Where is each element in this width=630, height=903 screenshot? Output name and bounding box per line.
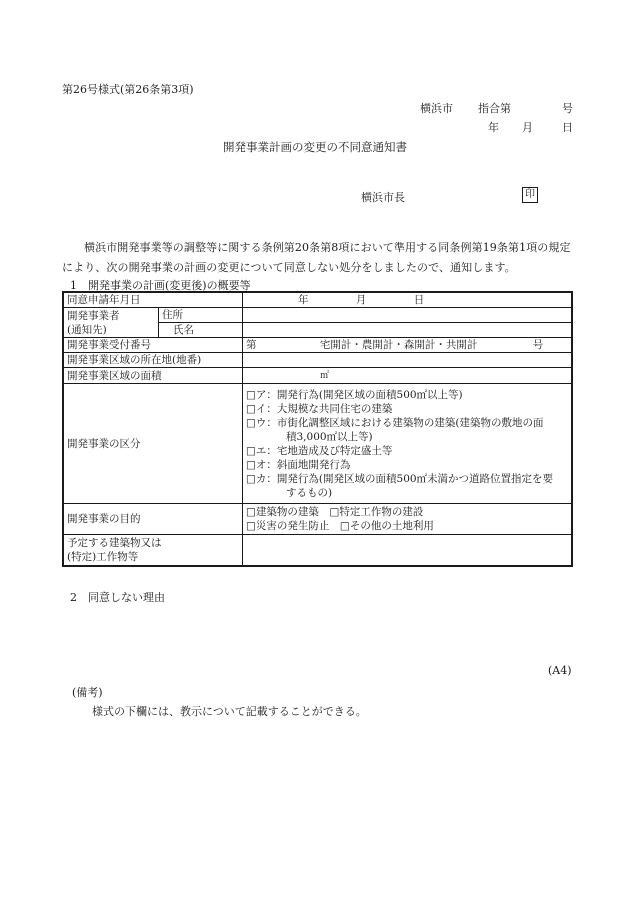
category-option-ka[interactable]: □カ：開発行為(開発区域の面積500㎡未満かつ道路位置指定を要 <box>246 472 554 485</box>
address-label: 住所 <box>159 308 243 323</box>
developer-label <box>63 308 159 338</box>
date-month: 月 <box>355 294 367 306</box>
number-suffix: 号 <box>562 102 573 115</box>
mayor-label: 横浜市長 <box>361 191 405 204</box>
overview-table <box>62 291 573 567</box>
category-option-u-cont: 積3,000㎡以上等) <box>286 430 373 443</box>
date-year: 年 <box>298 294 309 306</box>
purpose-option-line-1[interactable]: □建築物の建築 □特定工作物の建設 <box>246 506 424 518</box>
developer-label-sub: (通知先) <box>67 323 107 336</box>
name-label: 氏名 <box>159 323 243 338</box>
purpose-label: 開発事業の目的 <box>63 504 243 535</box>
receipt-number-label: 開発事業受付番号 <box>63 338 243 353</box>
category-option-e[interactable]: □エ：宅地造成及び特定盛土等 <box>246 444 393 457</box>
planned-structure-field[interactable] <box>243 535 573 566</box>
address-field[interactable] <box>243 308 573 323</box>
date-day: 日 <box>413 294 425 306</box>
receipt-types: 宅開計・農開計・森開計・共開計 <box>319 339 478 351</box>
paper-size-label: (A4) <box>548 664 572 677</box>
developer-label-main: 開発事業者 <box>67 309 120 322</box>
application-date-field[interactable] <box>243 292 573 308</box>
receipt-suffix: 号 <box>532 339 544 351</box>
planned-structure-label-2: (特定)工作物等 <box>67 550 139 563</box>
location-field[interactable] <box>243 353 573 368</box>
table-row <box>63 353 572 368</box>
area-unit: ㎡ <box>320 371 330 381</box>
category-option-a[interactable]: □ア：開発行為(開発区域の面積500㎡以上等) <box>246 388 463 401</box>
month-label: 月 <box>522 121 533 134</box>
purpose-options <box>243 504 573 535</box>
table-row <box>63 384 572 504</box>
planned-structure-label-1: 予定する建築物又は <box>67 536 162 549</box>
table-row <box>63 535 572 566</box>
year-label: 年 <box>488 121 499 134</box>
category-option-ka-cont: するもの) <box>286 486 333 499</box>
category-label: 開発事業の区分 <box>63 384 243 504</box>
body-paragraph: 横浜市開発事業等の調整等に関する条例第20条第8項において準用する同条例第19条第1項の規定により、次の開発事業の計画の変更について同意しない処分をしましたので、通知します。 <box>62 241 571 274</box>
remarks-text: 様式の下欄には、教示について記載することができる。 <box>92 705 367 718</box>
category-option-o[interactable]: □オ：斜面地開発行為 <box>246 458 351 471</box>
category-options <box>243 384 573 504</box>
category-option-i[interactable]: □イ：大規模な共同住宅の建築 <box>246 402 393 415</box>
receipt-prefix: 第 <box>246 339 257 351</box>
area-field[interactable] <box>243 368 573 384</box>
application-date-label: 同意申請年月日 <box>63 292 243 308</box>
location-label: 開発事業区域の所在地(地番) <box>63 353 243 368</box>
section-2-heading: 2 同意しない理由 <box>70 591 165 604</box>
city-label: 横浜市 <box>420 102 453 115</box>
table-row <box>63 504 572 535</box>
section-1-heading: 1 開発事業の計画(変更後)の概要等 <box>70 279 251 292</box>
directive-label: 指合第 <box>478 102 511 115</box>
table-row <box>63 308 572 323</box>
area-label: 開発事業区域の面積 <box>63 368 243 384</box>
planned-structure-label <box>63 535 243 566</box>
receipt-number-field[interactable] <box>243 338 573 353</box>
seal-mark: 印 <box>522 187 538 203</box>
table-row <box>63 368 572 384</box>
category-option-u[interactable]: □ウ：市街化調整区域における建築物の建築(建築物の敷地の面 <box>246 416 544 429</box>
name-field[interactable] <box>243 323 573 338</box>
table-row <box>63 292 572 308</box>
remarks-title: (備考) <box>72 686 103 699</box>
purpose-option-line-2[interactable]: □災害の発生防止 □その他の土地利用 <box>246 520 434 532</box>
document-title: 開発事業計画の変更の不同意通知書 <box>223 140 407 154</box>
form-number: 第26号様式(第26条第3項) <box>62 83 194 96</box>
table-row <box>63 338 572 353</box>
day-label: 日 <box>562 121 573 134</box>
